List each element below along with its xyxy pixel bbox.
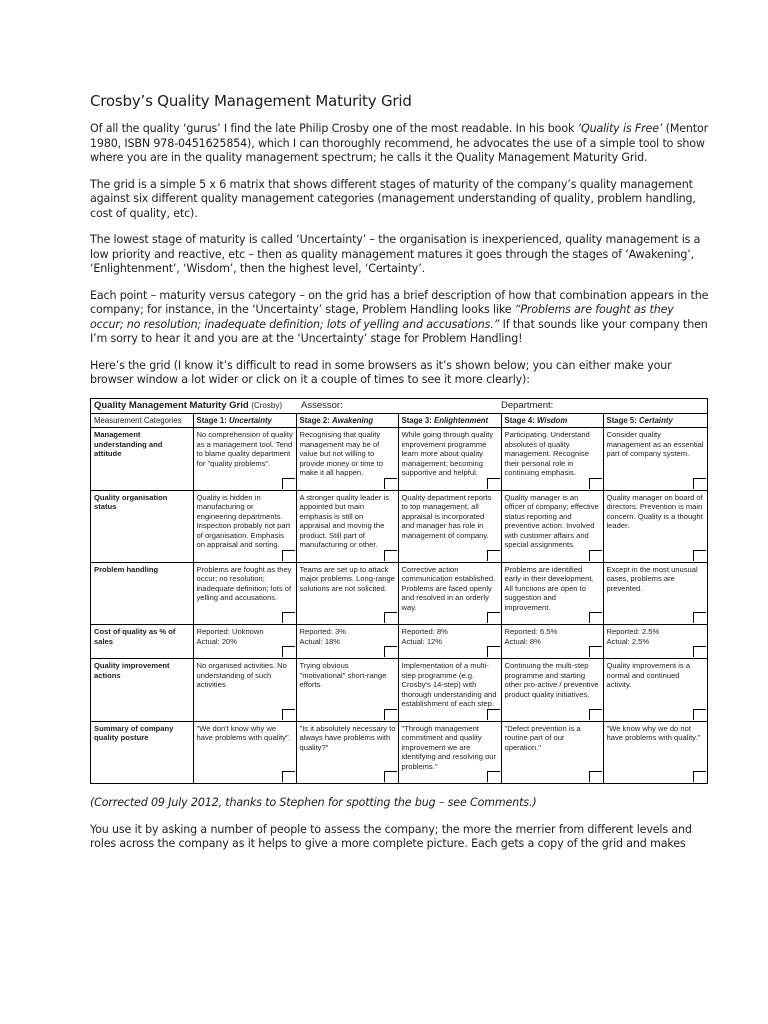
score-box	[384, 646, 397, 657]
grid-cell	[296, 562, 398, 625]
grid-category-cell: Management understanding and attitude	[91, 428, 193, 491]
grid-category-cell: Quality organisation status	[91, 490, 193, 562]
grid-cell-text: Reported: Unknown Actual: 20%	[196, 627, 264, 646]
grid-cell	[193, 490, 296, 562]
grid-cell	[398, 659, 501, 722]
grid-title-author: (Crosby)	[251, 400, 282, 410]
assessor-label: Assessor:	[301, 399, 343, 411]
grid-cell-text: "We don't know why we have problems with quality".	[196, 723, 291, 742]
usage-paragraph: You use it by asking a number of people to assess the company; the more the merrier from different levels and roles across the company as it helps to give a more complete picture. Each gets a copy of the grid and makes	[90, 822, 692, 850]
grid-cell-text: Quality manager is an officer of company; effective status reporting and preventive action. Involved with customer affairs and special assignments.	[504, 492, 599, 549]
score-box	[693, 550, 706, 561]
score-box	[487, 771, 500, 782]
grid-cell	[603, 721, 707, 783]
grid-cell-text: Implementation of a multi-step programme (e.g. Crosby's 14-step) with thorough understanding and establishment of each step.	[401, 661, 497, 708]
grid-cell	[296, 721, 398, 783]
grid-cell	[501, 562, 603, 625]
intro-text-b: (Mentor 1980, ISBN 978-0451625854), which I can thoroughly recommend, he advocates the use of a simple tool to show where you are in the quality management spectrum; he calls it the Quality Management Maturity Grid.	[90, 122, 709, 164]
example-paragraph	[90, 289, 710, 347]
grid-cell-text: Recognising that quality management may be of value but not willing to provide money or time to make it all happen.	[299, 430, 384, 477]
grid-cell	[193, 428, 296, 491]
grid-body	[91, 428, 707, 784]
grid-cell-text: Consider quality management as an essential part of company system.	[606, 430, 704, 458]
grid-cell	[398, 625, 501, 659]
grid-row	[91, 721, 707, 783]
example-text-b: If that sounds like your company then I’m sorry to hear it and you are at the ‘Uncertainty’ stage for Problem Handling!	[90, 317, 708, 345]
correction-note: (Corrected 09 July 2012, thanks to Stephen for spotting the bug – see Comments.)	[90, 796, 537, 809]
score-box	[693, 709, 706, 720]
grid-row	[91, 562, 707, 625]
book-title: ‘Quality is Free’	[577, 122, 663, 135]
grid-row	[91, 625, 707, 659]
score-box	[282, 709, 295, 720]
score-box	[282, 646, 295, 657]
grid-cell	[193, 625, 296, 659]
grid-cell-text: Reported: 6.5% Actual: 8%	[504, 627, 558, 646]
score-box	[693, 612, 706, 623]
stages-paragraph: The lowest stage of maturity is called ‘Uncertainty’ – the organisation is inexperienced, quality management is a low priority and reactive, etc – then as quality management matures it goes through the stages of ‘Awakening’, ‘Enlightenment’, ‘Wisdom’, then the highest level, ‘Certainty’.	[90, 233, 701, 275]
grid-row	[91, 428, 707, 491]
grid-cell-text: Participating. Understand absolutes of quality management. Recognise their personal role in continuing emphasis.	[504, 430, 590, 477]
grid-cell	[193, 659, 296, 722]
grid-category-cell: Cost of quality as % of sales	[91, 625, 193, 659]
matrix-paragraph: The grid is a simple 5 x 6 matrix that shows different stages of maturity of the company’s quality management against six different quality management categories (management understanding of quality, problem handling, cost of quality, etc).	[90, 177, 696, 220]
grid-cell	[603, 625, 707, 659]
grid-cell-text: Quality manager on board of directors. Prevention is main concern. Quality is a thought leader.	[606, 492, 703, 530]
grid-cell-text: Teams are set up to attack major problems. Long-range solutions are not solicited.	[299, 564, 395, 593]
grid-cell	[398, 562, 501, 625]
grid-cell-text: "We know why we do not have problems with quality."	[606, 723, 701, 742]
grid-cell-text: Continuing the multi-step programme and starting other pro-active / preventive product quality initiatives.	[504, 661, 599, 699]
grid-cell	[501, 428, 603, 491]
header-stage-3: Stage 3: Enlightenment	[398, 414, 501, 428]
grid-cell-text: Quality is hidden in manufacturing or engineering departments. Inspection probably not part of organisation. Emphasis on appraisal and sorting.	[196, 492, 291, 549]
grid-cell-text: Trying obvious "motivational" short-range efforts.	[299, 661, 387, 689]
score-box	[384, 550, 397, 561]
score-box	[693, 771, 706, 782]
score-box	[282, 478, 295, 489]
maturity-grid-image[interactable]	[90, 398, 708, 785]
grid-cell-text: Problems are identified early in their development. All functions are open to suggestion and improvement.	[504, 564, 594, 612]
header-category: Measurement Categories	[91, 414, 193, 428]
grid-cell	[501, 721, 603, 783]
grid-cell-text: No organised activities. No understanding of such activities	[196, 661, 287, 689]
grid-cell	[398, 721, 501, 783]
score-box	[384, 612, 397, 623]
score-box	[589, 709, 602, 720]
page-title: Crosby’s Quality Management Maturity Grid	[90, 92, 412, 110]
grid-title-bar	[91, 399, 707, 414]
grid-row	[91, 659, 707, 722]
grid-title: Quality Management Maturity Grid	[94, 399, 249, 411]
grid-intro-paragraph: Here’s the grid (I know it’s difficult to read in some browsers as it’s shown below; you can either make your browser window a lot wider or click on it a couple of times to see it more clearly):	[90, 358, 672, 386]
grid-cell-text: While going through quality improvement programme learn more about quality management; becoming supportive and helpful.	[401, 430, 494, 477]
grid-cell-text: Quality improvement is a normal and continued activity.	[606, 661, 691, 689]
article	[90, 92, 710, 864]
grid-table	[91, 414, 707, 784]
grid-cell-text: No comprehension of quality as a management tool. Tend to blame quality department for "quality problems".	[196, 430, 293, 468]
grid-category-cell: Problem handling	[91, 562, 193, 625]
grid-cell	[398, 490, 501, 562]
header-stage-2: Stage 2: Awakening	[296, 414, 398, 428]
header-stage-1: Stage 1: Uncertainty	[193, 414, 296, 428]
grid-cell	[603, 490, 707, 562]
grid-category-cell: Summary of company quality posture	[91, 721, 193, 783]
grid-cell	[603, 562, 707, 625]
grid-cell	[501, 490, 603, 562]
intro-text-a: Of all the quality ‘gurus’ I find the late Philip Crosby one of the most readable. In his book	[90, 122, 578, 135]
grid-cell	[193, 562, 296, 625]
intro-paragraph	[90, 122, 710, 166]
example-text-a: Each point – maturity versus category – on the grid has a brief description of how that combination appears in the company; for instance, in the ‘Uncertainty’ stage, Problem Handling looks like	[90, 288, 709, 316]
score-box	[589, 478, 602, 489]
grid-cell-text: "Defect prevention is a routine part of our operation."	[504, 723, 581, 752]
example-quote: “Problems are fought as they occur; no resolution; inadequate definition; lots of yelling and accusations.”	[90, 303, 674, 331]
grid-header-row	[91, 414, 707, 428]
score-box	[487, 646, 500, 657]
grid-cell-text: Reported: 2.5% Actual: 2.5%	[606, 627, 660, 646]
score-box	[589, 612, 602, 623]
grid-cell-text: Problems are fought as they occur; no resolution; inadequate definition; lots of yelling and accusations.	[196, 564, 292, 602]
grid-cell	[501, 625, 603, 659]
grid-cell	[296, 428, 398, 491]
grid-cell-text: A stronger quality leader is appointed but main emphasis is still on appraisal and moving the product. Still part of manufacturing or other.	[299, 492, 389, 549]
score-box	[589, 771, 602, 782]
grid-row	[91, 490, 707, 562]
grid-cell	[603, 428, 707, 491]
grid-cell-text: Reported: 8% Actual: 12%	[401, 627, 448, 646]
score-box	[589, 550, 602, 561]
score-box	[693, 478, 706, 489]
grid-cell	[193, 721, 296, 783]
grid-cell	[398, 428, 501, 491]
score-box	[384, 478, 397, 489]
grid-cell-text: Corrective action communication established. Problems are faced openly and resolved in an orderly way.	[401, 564, 496, 612]
score-box	[487, 478, 500, 489]
score-box	[693, 646, 706, 657]
score-box	[487, 550, 500, 561]
score-box	[487, 612, 500, 623]
grid-cell-text: "Is it absolutely necessary to always have problems with quality?"	[299, 723, 396, 752]
score-box	[282, 771, 295, 782]
grid-cell-text: Quality department reports to top management, all appraisal is incorporated and manager has role in management of company.	[401, 492, 492, 540]
score-box	[487, 709, 500, 720]
grid-cell	[603, 659, 707, 722]
score-box	[282, 612, 295, 623]
grid-cell	[501, 659, 603, 722]
score-box	[384, 709, 397, 720]
score-box	[384, 771, 397, 782]
grid-cell	[296, 659, 398, 722]
grid-cell-text: "Through management commitment and quality improvement we are identifying and resolving our problems."	[401, 723, 497, 771]
grid-cell	[296, 490, 398, 562]
grid-cell-text: Reported: 3% Actual: 18%	[299, 627, 346, 646]
header-stage-4: Stage 4: Wisdom	[501, 414, 603, 428]
grid-cell-text: Except in the most unusual cases, problems are prevented.	[606, 564, 698, 593]
grid-category-cell: Quality improvement actions	[91, 659, 193, 722]
score-box	[282, 550, 295, 561]
score-box	[589, 646, 602, 657]
grid-cell	[296, 625, 398, 659]
department-label: Department:	[501, 399, 554, 411]
header-stage-5: Stage 5: Certainty	[603, 414, 707, 428]
